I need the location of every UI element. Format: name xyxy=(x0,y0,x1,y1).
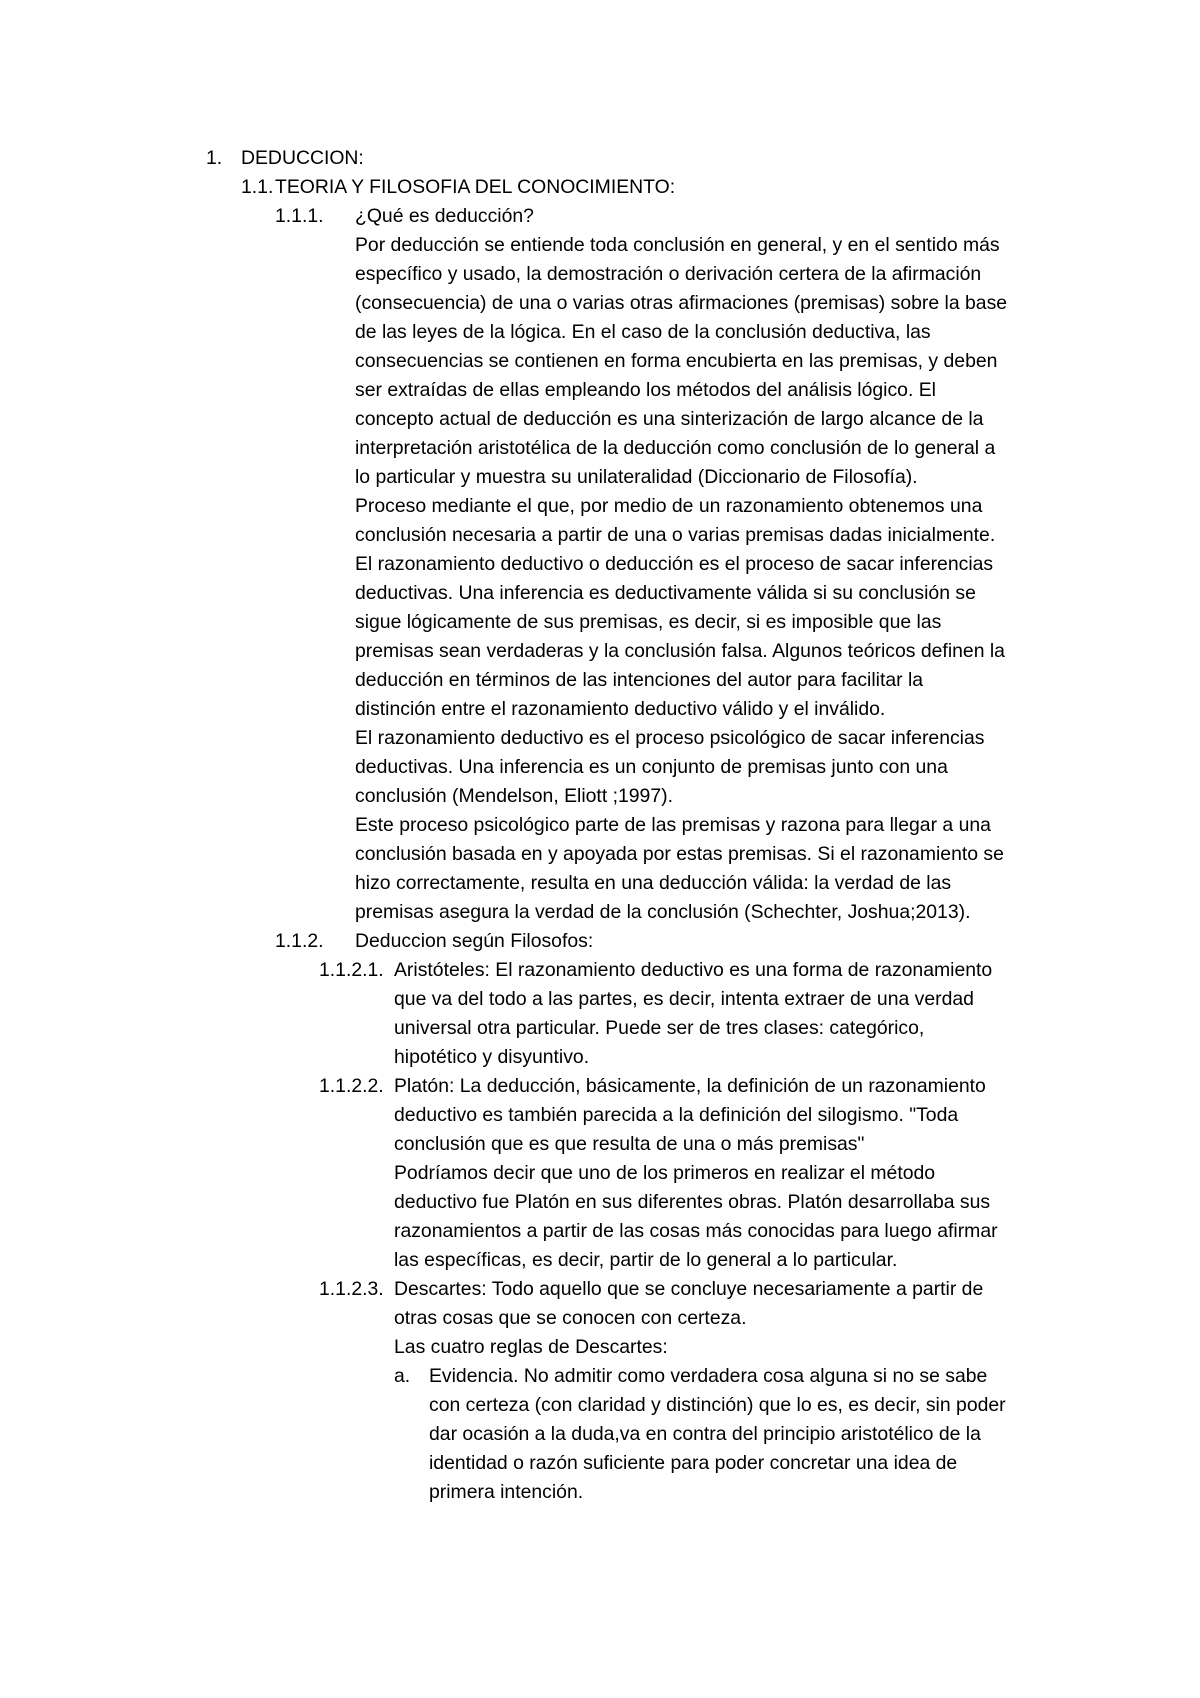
body-line: Este proceso psicológico parte de las premisas y razona para llegar a una xyxy=(355,814,991,836)
body-line: deductivas. Una inferencia es un conjunto de premisas junto con una xyxy=(355,756,948,778)
subsection-line: Las cuatro reglas de Descartes: xyxy=(394,1336,668,1358)
body-line: El razonamiento deductivo o deducción es el proceso de sacar inferencias xyxy=(355,553,994,575)
subsection-line: otras cosas que se conocen con certeza. xyxy=(394,1307,747,1329)
subsection-line: deductivo es también parecida a la definición del silogismo. "Toda xyxy=(394,1104,959,1126)
body-line: deducción en términos de las intenciones del autor para facilitar la xyxy=(355,669,924,691)
subsection-line: Aristóteles: El razonamiento deductivo es una forma de razonamiento xyxy=(394,959,993,981)
body-line: premisas asegura la verdad de la conclusión (Schechter, Joshua;2013). xyxy=(355,901,971,923)
subsection-line: deductivo fue Platón en sus diferentes obras. Platón desarrollaba sus xyxy=(394,1191,991,1213)
body-line: (consecuencia) de una o varias otras afirmaciones (premisas) sobre la base xyxy=(355,292,1008,314)
subsection-line: hipotético y disyuntivo. xyxy=(394,1046,590,1068)
list-item-line: Evidencia. No admitir como verdadera cosa alguna si no se sabe xyxy=(429,1365,988,1387)
body-line: sigue lógicamente de sus premisas, es decir, si es imposible que las xyxy=(355,611,942,633)
subsection-number: 1.1.2.3. xyxy=(319,1278,384,1300)
heading-2-number: 1.1. xyxy=(241,176,274,198)
subsection-line: conclusión que es que resulta de una o más premisas" xyxy=(394,1133,865,1155)
body-line: interpretación aristotélica de la deducción como conclusión de lo general a xyxy=(355,437,996,459)
body-line: premisas sean verdaderas y la conclusión falsa. Algunos teóricos definen la xyxy=(355,640,1005,662)
list-item-line: con certeza (con claridad y distinción) que lo es, es decir, sin poder xyxy=(429,1394,1006,1416)
subsection-number: 1.1.2.1. xyxy=(319,959,384,981)
body-line: deductivas. Una inferencia es deductivamente válida si su conclusión se xyxy=(355,582,976,604)
heading-3-number: 1.1.2. xyxy=(275,930,324,952)
body-line: lo particular y muestra su unilateralidad (Diccionario de Filosofía). xyxy=(355,466,918,488)
heading-3-text: ¿Qué es deducción? xyxy=(355,205,534,227)
body-line: conclusión necesaria a partir de una o varias premisas dadas inicialmente. xyxy=(355,524,996,546)
body-line: consecuencias se contienen en forma encubierta en las premisas, y deben xyxy=(355,350,998,372)
list-item-line: identidad o razón suficiente para poder concretar una idea de xyxy=(429,1452,958,1474)
subsection-line: universal otra particular. Puede ser de tres clases: categórico, xyxy=(394,1017,925,1039)
body-line: ser extraídas de ellas empleando los métodos del análisis lógico. El xyxy=(355,379,936,401)
subsection-line: Descartes: Todo aquello que se concluye necesariamente a partir de xyxy=(394,1278,984,1300)
subsection-line: Platón: La deducción, básicamente, la definición de un razonamiento xyxy=(394,1075,986,1097)
body-line: específico y usado, la demostración o derivación certera de la afirmación xyxy=(355,263,982,285)
heading-3-text: Deduccion según Filosofos: xyxy=(355,930,594,952)
body-line: Proceso mediante el que, por medio de un razonamiento obtenemos una xyxy=(355,495,983,517)
body-line: hizo correctamente, resulta en una deducción válida: la verdad de las xyxy=(355,872,952,894)
subsection-line: razonamientos a partir de las cosas más conocidas para luego afirmar xyxy=(394,1220,998,1242)
body-line: concepto actual de deducción es una sinterización de largo alcance de la xyxy=(355,408,984,430)
heading-1-text: DEDUCCION: xyxy=(241,147,364,169)
heading-2-text: TEORIA Y FILOSOFIA DEL CONOCIMIENTO: xyxy=(275,176,676,198)
subsection-number: 1.1.2.2. xyxy=(319,1075,384,1097)
body-line: Por deducción se entiende toda conclusión en general, y en el sentido más xyxy=(355,234,1000,256)
body-line: El razonamiento deductivo es el proceso psicológico de sacar inferencias xyxy=(355,727,985,749)
body-line: conclusión basada en y apoyada por estas premisas. Si el razonamiento se xyxy=(355,843,1004,865)
list-item-line: dar ocasión a la duda,va en contra del principio aristotélico de la xyxy=(429,1423,981,1445)
subsection-line: que va del todo a las partes, es decir, intenta extraer de una verdad xyxy=(394,988,974,1010)
heading-1-number: 1. xyxy=(206,147,223,169)
heading-3-number: 1.1.1. xyxy=(275,205,324,227)
subsection-line: Podríamos decir que uno de los primeros en realizar el método xyxy=(394,1162,936,1184)
subsection-line: las específicas, es decir, partir de lo general a lo particular. xyxy=(394,1249,898,1271)
body-line: conclusión (Mendelson, Eliott ;1997). xyxy=(355,785,673,807)
list-item-line: primera intención. xyxy=(429,1481,584,1503)
list-item-marker: a. xyxy=(394,1365,411,1387)
body-line: distinción entre el razonamiento deductivo válido y el inválido. xyxy=(355,698,886,720)
body-line: de las leyes de la lógica. En el caso de la conclusión deductiva, las xyxy=(355,321,931,343)
